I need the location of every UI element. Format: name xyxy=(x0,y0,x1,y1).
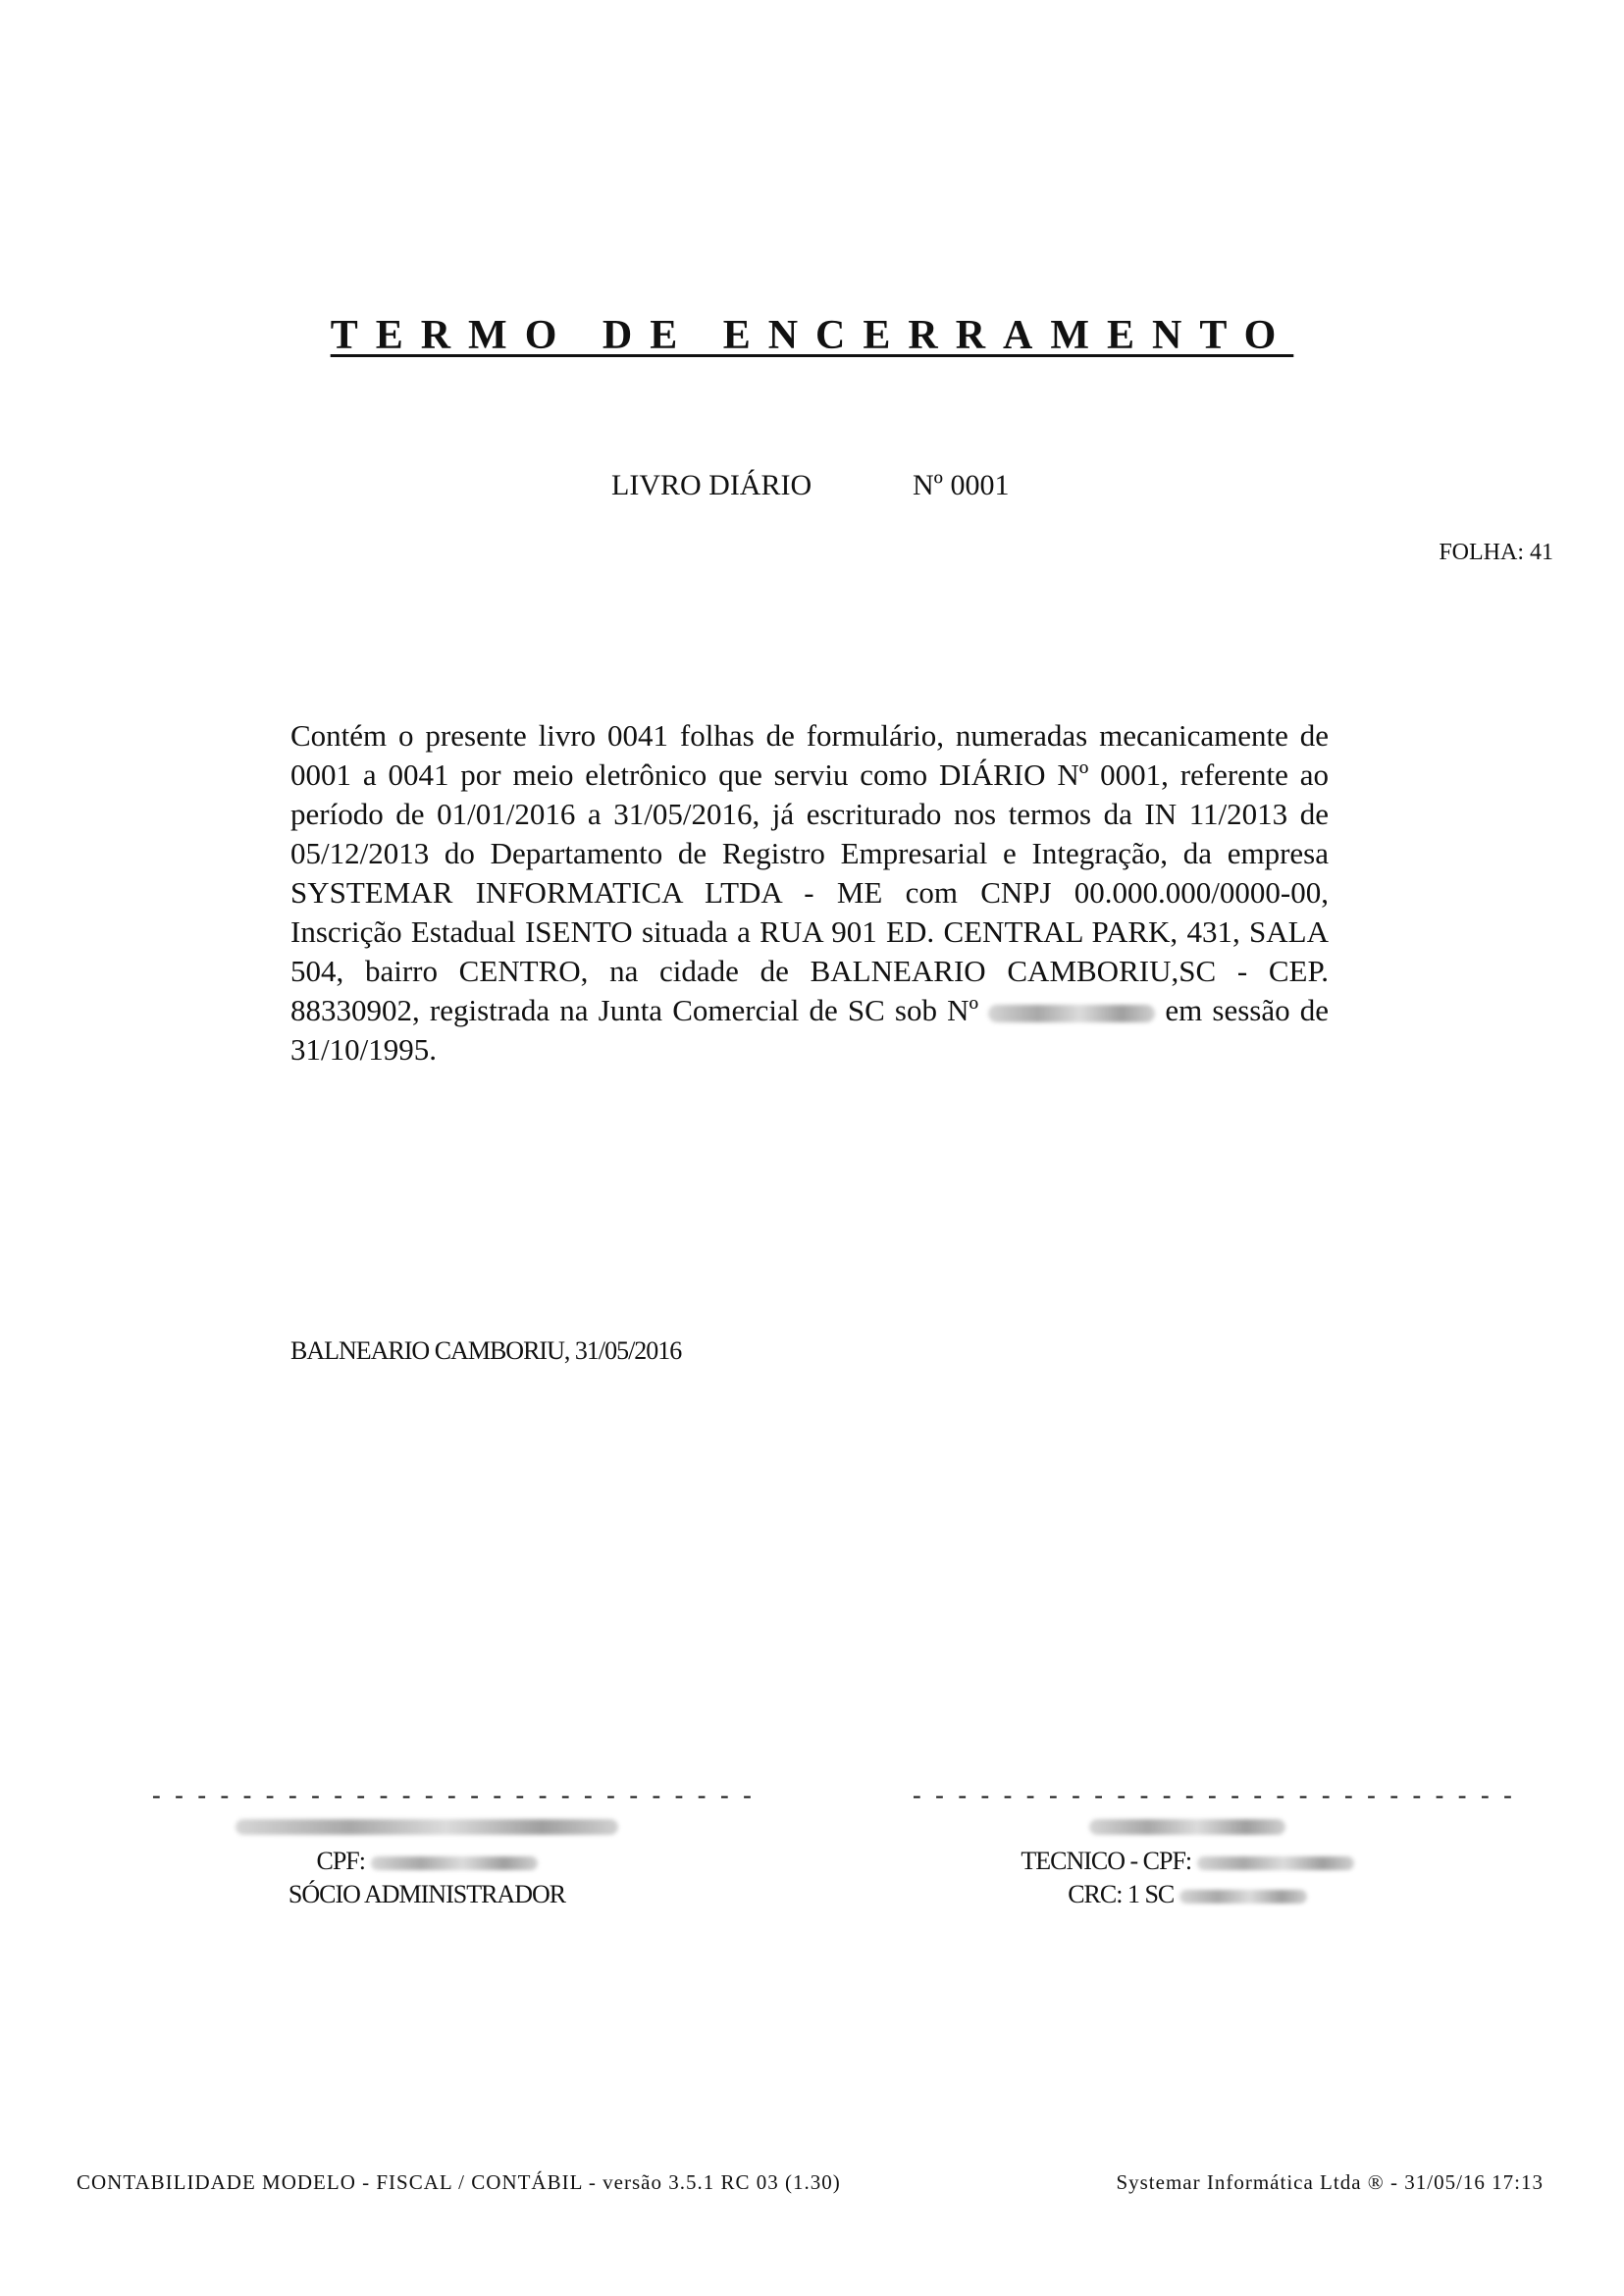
body-text-main: Contém o presente livro 0041 folhas de formulário, numeradas mecanicamente de 0001 a 0041 por meio eletrônico que serviu como DIÁRIO Nº 0001, referente ao período de 01/01/2016 a 31/05/2016, já escriturado nos termos da IN 11/2013 de 05/12/2013 do Departamento de Registro Empresarial e Integração, da empresa SYSTEMAR INFORMATICA LTDA - ME com CNPJ 00.000.000/0000-00, Inscrição Estadual ISENTO situada a RUA 901 ED. CENTRAL PARK, 431, SALA 504, bairro CENTRO, na cidade de BALNEARIO CAMBORIU,SC - CEP. 88330902, registrada na Junta Comercial de SC sob Nº xyxy=(290,718,1329,1027)
book-number: Nº 0001 xyxy=(913,469,1010,501)
signature-line-left: - - - - - - - - - - - - - - - - - - - - - - - - - - - xyxy=(152,1781,756,1809)
cpf-label-left: CPF: xyxy=(316,1847,365,1876)
crc-label: CRC: 1 SC xyxy=(1068,1880,1175,1909)
redacted-cpf-left xyxy=(371,1856,538,1870)
document-title xyxy=(0,312,1624,359)
signature-block-right xyxy=(913,1810,1462,1911)
redacted-registration-number xyxy=(988,1005,1155,1022)
book-name: LIVRO DIÁRIO xyxy=(611,469,812,501)
document-title-text: TERMO DE ENCERRAMENTO xyxy=(330,313,1294,358)
redacted-partner-name xyxy=(236,1819,618,1835)
redacted-crc xyxy=(1179,1890,1307,1904)
body-paragraph xyxy=(290,716,1329,1070)
signature-line-right: - - - - - - - - - - - - - - - - - - - - - - - - - - - xyxy=(913,1781,1516,1809)
cpf-line-left xyxy=(152,1845,702,1878)
footer-company-timestamp: Systemar Informática Ltda ® - 31/05/16 17:13 xyxy=(1116,2170,1544,2194)
body-text-end: em sessão de 31/10/1995. xyxy=(290,993,1330,1067)
redacted-accountant-name xyxy=(1089,1819,1285,1835)
place-and-date: BALNEARIO CAMBORIU, 31/05/2016 xyxy=(290,1336,682,1365)
cpf-line-right xyxy=(913,1845,1462,1878)
cpf-label-right: TECNICO - CPF: xyxy=(1021,1847,1192,1876)
footer-software-version: CONTABILIDADE MODELO - FISCAL / CONTÁBIL - versão 3.5.1 RC 03 (1.30) xyxy=(77,2170,841,2194)
crc-line xyxy=(913,1878,1462,1911)
partner-role: SÓCIO ADMINISTRADOR xyxy=(288,1880,566,1909)
folha-number: FOLHA: 41 xyxy=(1439,540,1553,565)
redacted-cpf-right xyxy=(1197,1856,1354,1870)
signature-block-left xyxy=(152,1810,702,1911)
